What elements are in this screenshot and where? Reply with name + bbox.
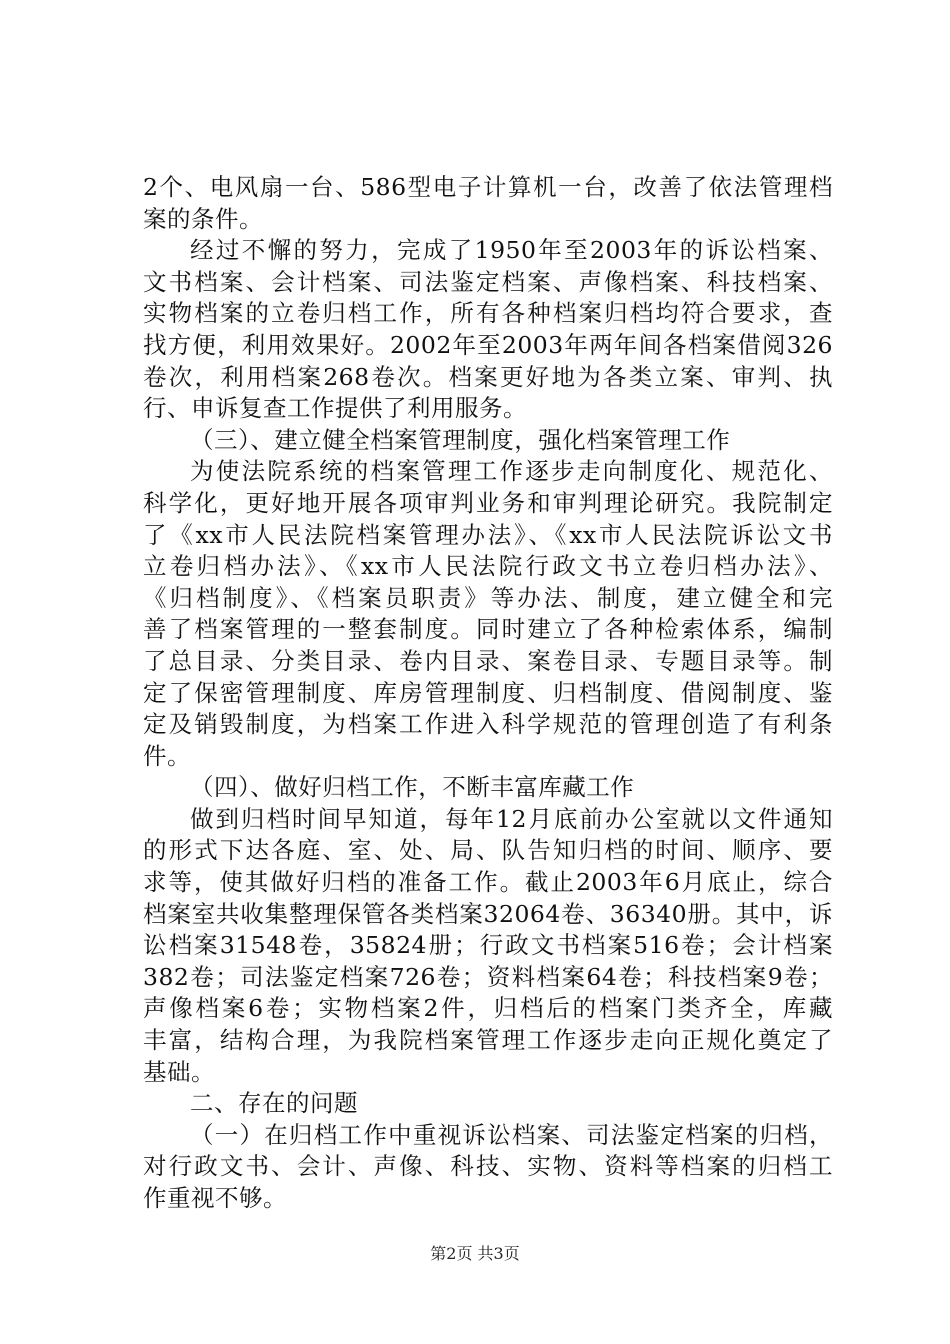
- text-line: 文书档案、会计档案、司法鉴定档案、声像档案、科技档案、: [143, 267, 833, 296]
- text-line: 了总目录、分类目录、卷内目录、案卷目录、专题目录等。制: [143, 646, 833, 675]
- text-line: 件。: [143, 741, 191, 770]
- text-line: 二、存在的问题: [190, 1089, 358, 1118]
- text-line: 案的条件。: [143, 204, 263, 233]
- text-line: 实物档案的立卷归档工作，所有各种档案归档均符合要求，查: [143, 299, 833, 328]
- text-line: 科学化，更好地开展各项审判业务和审判理论研究。我院制定: [143, 488, 833, 517]
- document-body: [143, 172, 833, 1215]
- text-line: 2个、电风扇一台、586型电子计算机一台，改善了依法管理档: [143, 173, 833, 201]
- text-line: 定了保密管理制度、库房管理制度、归档制度、借阅制度、鉴: [143, 678, 833, 707]
- text-line: 档案室共收集整理保管各类档案32064卷、36340册。其中，诉: [143, 899, 833, 928]
- text-line: 382卷；司法鉴定档案726卷；资料档案64卷；科技档案9卷；: [143, 962, 833, 991]
- text-line: 丰富，结构合理，为我院档案管理工作逐步走向正规化奠定了: [143, 1026, 833, 1055]
- text-line: （一）在归档工作中重视诉讼档案、司法鉴定档案的归档，: [190, 1120, 833, 1149]
- text-line: 卷次，利用档案268卷次。档案更好地为各类立案、审判、执: [143, 362, 833, 391]
- text-line: 《归档制度》、《档案员职责》等办法、制度，建立健全和完: [143, 583, 833, 612]
- text-line: 经过不懈的努力，完成了1950年至2003年的诉讼档案、: [190, 236, 833, 265]
- text-line: 善了档案管理的一整套制度。同时建立了各种检索体系，编制: [143, 615, 833, 644]
- text-line: （四）、做好归档工作，不断丰富库藏工作: [190, 773, 635, 802]
- text-line: 声像档案6卷；实物档案2件，归档后的档案门类齐全，库藏: [143, 994, 833, 1023]
- text-line: （三）、建立健全档案管理制度，强化档案管理工作: [190, 425, 731, 454]
- text-line: 基础。: [143, 1057, 215, 1086]
- text-line: 立卷归档办法》、《xx市人民法院行政文书立卷归档办法》、: [143, 552, 833, 581]
- text-line: 行、申诉复查工作提供了利用服务。: [143, 394, 527, 423]
- text-line: 作重视不够。: [143, 1184, 287, 1212]
- text-line: 的形式下达各庭、室、处、局、队告知归档的时间、顺序、要: [143, 836, 833, 865]
- text-line: 做到归档时间早知道，每年12月底前办公室就以文件通知: [190, 804, 833, 833]
- text-line: 找方便，利用效果好。2002年至2003年两年间各档案借阅326: [143, 330, 833, 359]
- text-line: 对行政文书、会计、声像、科技、实物、资料等档案的归档工: [143, 1152, 833, 1181]
- text-line: 了《xx市人民法院档案管理办法》、《xx市人民法院诉讼文书: [143, 520, 833, 549]
- text-line: 讼档案31548卷，35824册；行政文书档案516卷；会计档案: [143, 931, 833, 960]
- text-line: 定及销毁制度，为档案工作进入科学规范的管理创造了有利条: [143, 710, 833, 739]
- page-footer: 第2页 共3页: [430, 1244, 520, 1263]
- text-line: 求等，使其做好归档的准备工作。截止2003年6月底止，综合: [143, 868, 833, 897]
- text-line: 为使法院系统的档案管理工作逐步走向制度化、规范化、: [190, 457, 833, 486]
